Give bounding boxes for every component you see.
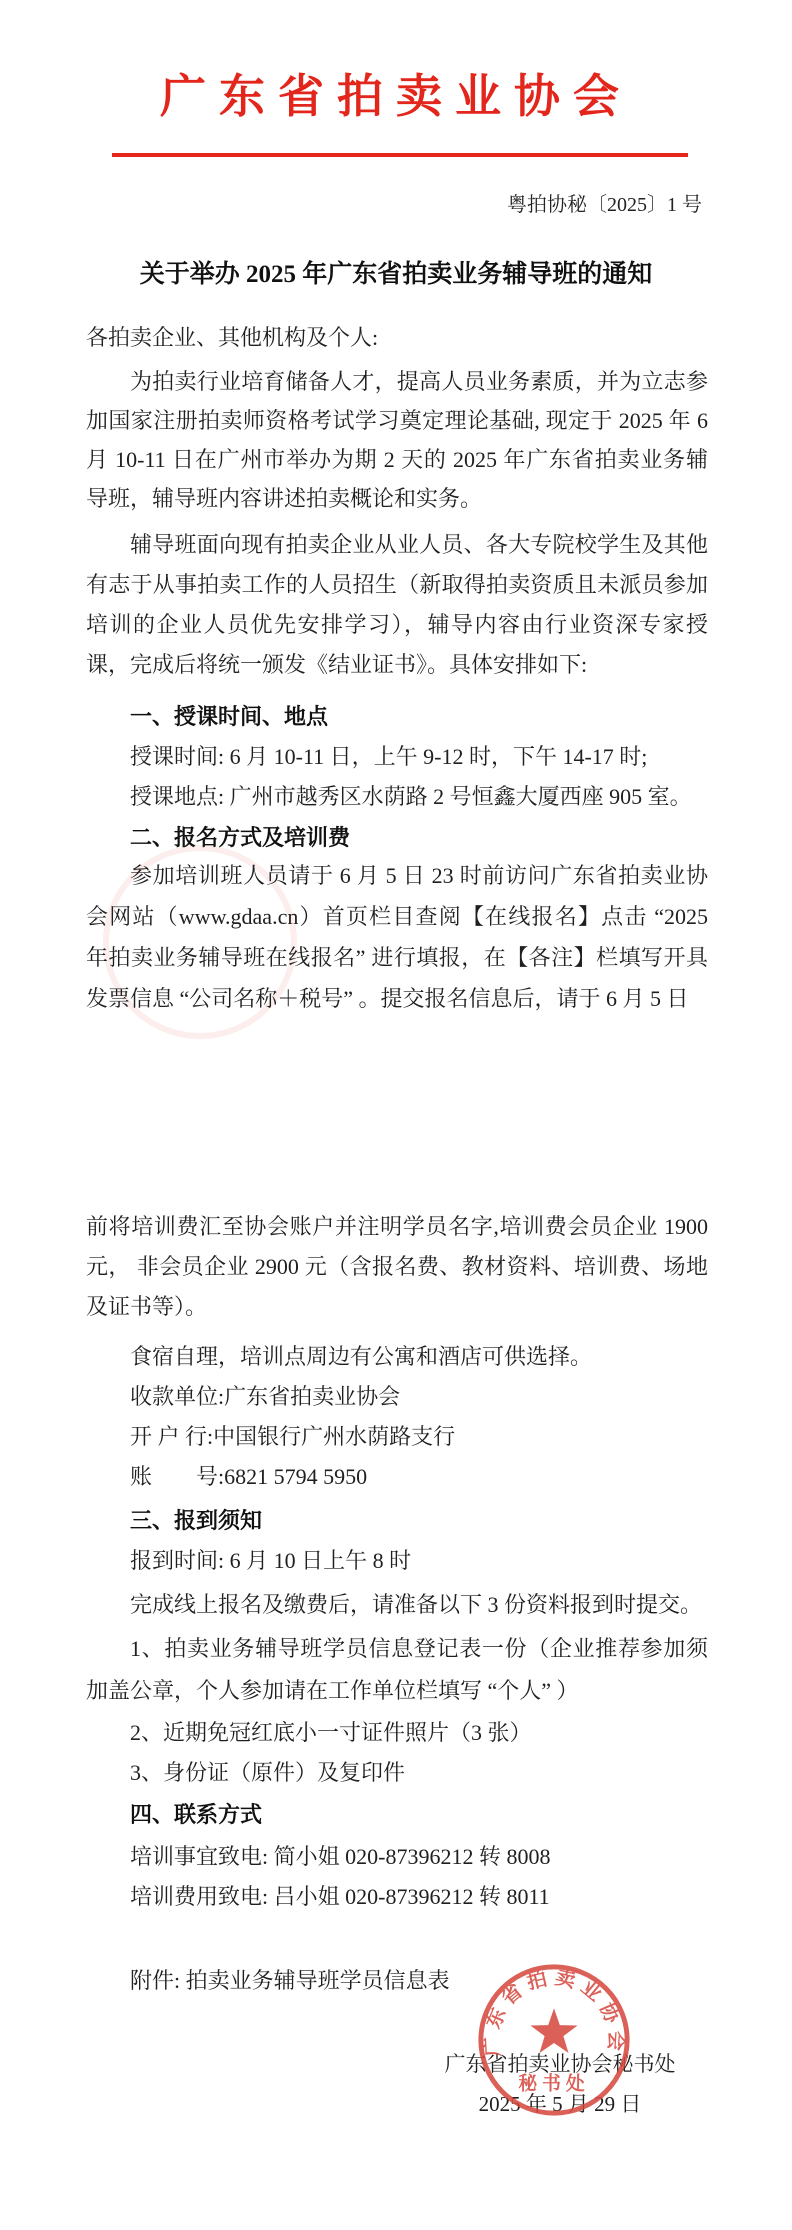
section1-time: 授课时间: 6 月 10-11 日，上午 9-12 时，下午 14-17 时; (130, 744, 648, 769)
section2-paragraph-1: 参加培训班人员请于 6 月 5 日 23 时前访问广东省拍卖业协会网站（www.gdaa.cn）首页栏目查阅【在线报名】点击 “2025 年拍卖业务辅导班在线报名” 进行填报，在【各注】栏填写开具发票信息 “公司名称＋税号” 。提交报名信息后，请于 6 月 5 日 (86, 863, 708, 1011)
section2-payee: 收款单位:广东省拍卖业协会 (130, 1384, 401, 1409)
seal-ring-text: 广东省拍卖业协会 (481, 1966, 627, 2058)
section3-time: 报到时间: 6 月 10 日上午 8 时 (130, 1548, 412, 1573)
section1-place: 授课地点: 广州市越秀区水荫路 2 号恒鑫大厦西座 905 室。 (130, 784, 692, 809)
seal-star-icon (530, 2008, 577, 2053)
header-divider (112, 153, 688, 157)
section3-item-2: 2、近期免冠红底小一寸证件照片（3 张） (130, 1720, 532, 1745)
section3-item-1: 1、拍卖业务辅导班学员信息登记表一份（企业推荐参加须加盖公章，个人参加请在工作单位栏填写 “个人” ） (86, 1636, 708, 1703)
organization-title: 广东省拍卖业协会 (160, 71, 632, 122)
signature-date: 2025 年 5 月 29 日 (478, 2092, 642, 2116)
notice-title: 关于举办 2025 年广东省拍卖业务辅导班的通知 (139, 261, 653, 288)
section4-contact-1: 培训事宜致电: 简小姐 020-87396212 转 8008 (130, 1844, 551, 1869)
section3-note: 完成线上报名及缴费后，请准备以下 3 份资料报到时提交。 (130, 1592, 703, 1617)
salutation: 各拍卖企业、其他机构及个人: (86, 325, 379, 350)
section4-contact-2: 培训费用致电: 吕小姐 020-87396212 转 8011 (130, 1884, 550, 1909)
section2-paragraph-continuation: 前将培训费汇至协会账户并注明学员名字,培训费会员企业 1900 元， 非会员企业 2900 元（含报名费、教材资料、培训费、场地及证书等）。 (86, 1214, 708, 1319)
section1-heading: 一、授课时间、地点 (130, 704, 329, 729)
seal-center-label: 秘书处 (518, 2073, 590, 2095)
section4-heading: 四、联系方式 (130, 1802, 263, 1827)
intro-paragraph-1: 为拍卖行业培育储备人才，提高人员业务素质，并为立志参加国家注册拍卖师资格考试学习奠定理论基础, 现定于 2025 年 6 月 10-11 日在广州市举办为期 2 天的 2025 年广东省拍卖业务辅导班，辅导班内容讲述拍卖概论和实务。 (86, 369, 708, 511)
intro-paragraph-2: 辅导班面向现有拍卖企业从业人员、各大专院校学生及其他有志于从事拍卖工作的人员招生（新取得拍卖资质且未派员参加培训的企业人员优先安排学习），辅导内容由行业资深专家授课，完成后将统一颁发《结业证书》。具体安排如下: (86, 532, 708, 677)
official-red-seal (470, 1956, 638, 2124)
section2-board-note: 食宿自理，培训点周边有公寓和酒店可供选择。 (130, 1344, 593, 1369)
section3-heading: 三、报到须知 (130, 1508, 263, 1533)
document-number: 粤拍协秘〔2025〕1 号 (507, 194, 702, 216)
signer-name: 广东省拍卖业协会秘书处 (444, 2052, 676, 2076)
section2-account-number: 账 号:6821 5794 5950 (130, 1464, 368, 1489)
section3-item-3: 3、身份证（原件）及复印件 (130, 1760, 406, 1785)
section2-heading: 二、报名方式及培训费 (130, 825, 351, 850)
section2-bank: 开 户 行:中国银行广州水荫路支行 (130, 1424, 456, 1449)
attachment-note: 附件: 拍卖业务辅导班学员信息表 (130, 1968, 450, 1993)
